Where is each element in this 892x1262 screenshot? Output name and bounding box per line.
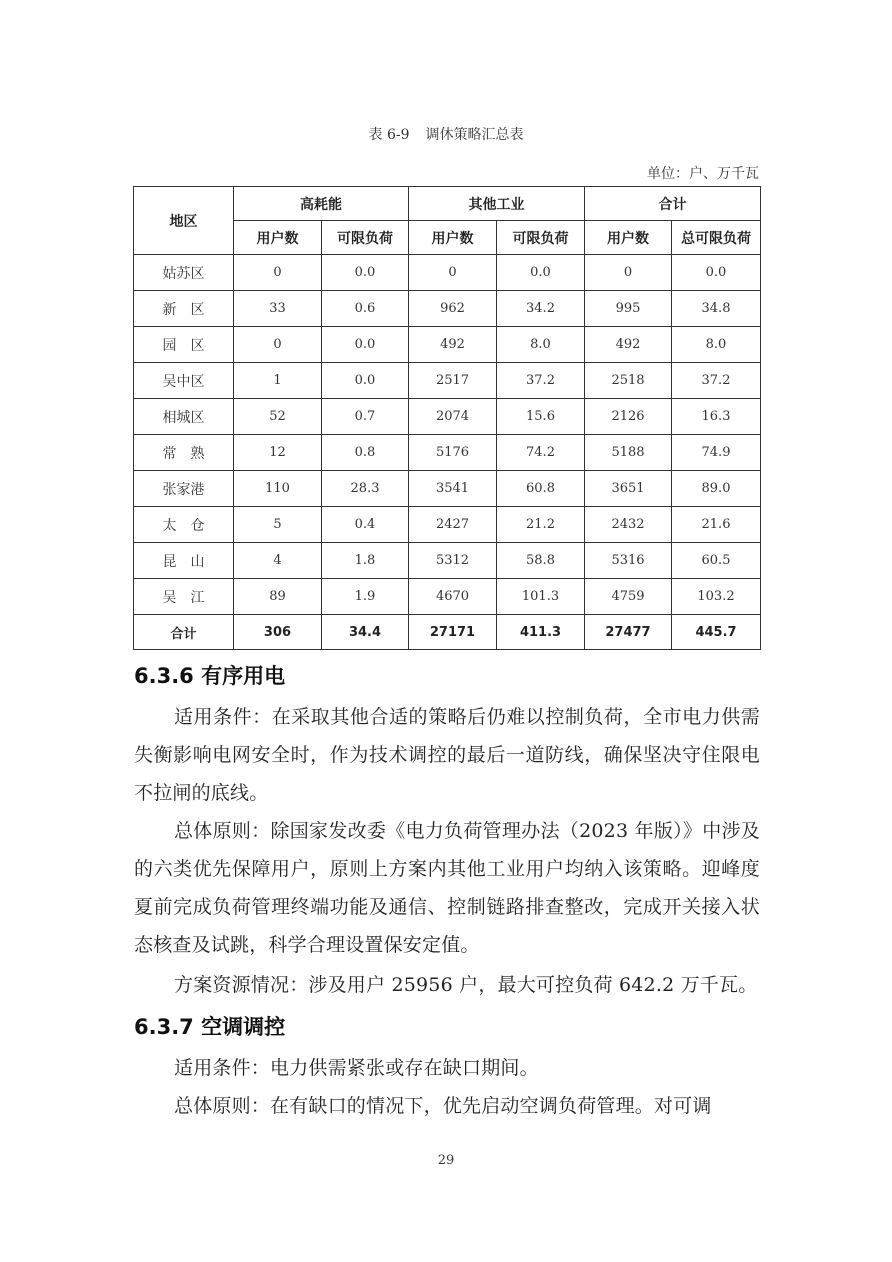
table-row [134,579,761,615]
cell-value: 2432 [585,507,672,543]
table-row [134,471,761,507]
cell-value: 0.7 [322,399,409,435]
cell-region: 姑苏区 [134,255,234,291]
cell-value: 0 [409,255,497,291]
cell-region: 常 熟 [134,435,234,471]
table-row [134,435,761,471]
summary-table [133,186,761,650]
header-sub: 用户数 [585,221,672,255]
table-row [134,507,761,543]
cell-value: 445.7 [672,615,761,650]
cell-value: 28.3 [322,471,409,507]
cell-value: 60.8 [497,471,585,507]
header-sub: 用户数 [234,221,322,255]
table-row [134,327,761,363]
table-row [134,363,761,399]
header-sub: 总可限负荷 [672,221,761,255]
paragraph: 方案资源情况：涉及用户 25956 户，最大可控负荷 642.2 万千瓦。 [174,974,758,996]
cell-value: 5316 [585,543,672,579]
cell-value: 21.6 [672,507,761,543]
cell-value: 0.0 [322,255,409,291]
cell-value: 1.8 [322,543,409,579]
cell-region: 新 区 [134,291,234,327]
cell-value: 21.2 [497,507,585,543]
cell-value: 27477 [585,615,672,650]
cell-value: 58.8 [497,543,585,579]
cell-value: 8.0 [672,327,761,363]
cell-value: 8.0 [497,327,585,363]
cell-value: 0 [585,255,672,291]
cell-value: 995 [585,291,672,327]
cell-region: 太 仓 [134,507,234,543]
table-total-row [134,615,761,650]
cell-value: 5176 [409,435,497,471]
cell-value: 5 [234,507,322,543]
cell-value: 37.2 [497,363,585,399]
cell-value: 962 [409,291,497,327]
cell-value: 33 [234,291,322,327]
cell-value: 12 [234,435,322,471]
paragraph: 适用条件：在采取其他合适的策略后仍难以控制负荷，全市电力供需失衡影响电网安全时，作为技术调控的最后一道防线，确保坚决守住限电不拉闸的底线。 [134,706,760,804]
cell-value: 34.2 [497,291,585,327]
page-number: 29 [437,1153,455,1168]
cell-value: 2517 [409,363,497,399]
cell-value: 0.8 [322,435,409,471]
section-heading: 6.3.7 空调调控 [134,1015,286,1039]
cell-value: 89 [234,579,322,615]
cell-value: 15.6 [497,399,585,435]
table-header-row [134,187,761,221]
cell-value: 0.4 [322,507,409,543]
table-row [134,255,761,291]
cell-value: 0.0 [322,327,409,363]
table-caption-number: 表 6-9 [368,127,410,143]
section-heading: 6.3.6 有序用电 [134,664,286,688]
header-sub: 可限负荷 [497,221,585,255]
cell-region: 张家港 [134,471,234,507]
cell-value: 27171 [409,615,497,650]
cell-value: 4759 [585,579,672,615]
cell-value: 306 [234,615,322,650]
cell-region: 吴 江 [134,579,234,615]
header-region: 地区 [134,187,234,255]
header-sub: 可限负荷 [322,221,409,255]
cell-value: 34.8 [672,291,761,327]
cell-region: 合计 [134,615,234,650]
cell-value: 2126 [585,399,672,435]
table-unit: 单位：户、万千瓦 [647,166,759,182]
cell-value: 411.3 [497,615,585,650]
table-caption [0,124,892,144]
cell-value: 34.4 [322,615,409,650]
table-row [134,291,761,327]
cell-region: 吴中区 [134,363,234,399]
cell-value: 5312 [409,543,497,579]
cell-value: 0.0 [497,255,585,291]
cell-value: 74.2 [497,435,585,471]
cell-value: 0 [234,327,322,363]
header-group-total: 合计 [585,187,761,221]
cell-value: 52 [234,399,322,435]
table-row [134,399,761,435]
cell-region: 园 区 [134,327,234,363]
header-sub: 用户数 [409,221,497,255]
cell-value: 2074 [409,399,497,435]
cell-value: 0.6 [322,291,409,327]
table-row [134,543,761,579]
cell-value: 1.9 [322,579,409,615]
paragraph: 总体原则：除国家发改委《电力负荷管理办法（2023 年版）》中涉及的六类优先保障用户，原则上方案内其他工业用户均纳入该策略。迎峰度夏前完成负荷管理终端功能及通信、控制链路排查整改，完成开关接入状态核查及试跳，科学合理设置保安定值。 [134,820,760,956]
cell-value: 3651 [585,471,672,507]
cell-value: 0.0 [672,255,761,291]
cell-value: 492 [409,327,497,363]
cell-value: 5188 [585,435,672,471]
cell-value: 0 [234,255,322,291]
cell-value: 4670 [409,579,497,615]
table-caption-title: 调休策略汇总表 [425,127,524,143]
cell-region: 相城区 [134,399,234,435]
cell-value: 3541 [409,471,497,507]
cell-value: 2518 [585,363,672,399]
header-group-high-energy: 高耗能 [234,187,409,221]
paragraph: 总体原则：在有缺口的情况下，优先启动空调负荷管理。对可调 [174,1095,712,1117]
cell-value: 1 [234,363,322,399]
cell-value: 110 [234,471,322,507]
cell-region: 昆 山 [134,543,234,579]
cell-value: 103.2 [672,579,761,615]
cell-value: 0.0 [322,363,409,399]
cell-value: 89.0 [672,471,761,507]
cell-value: 37.2 [672,363,761,399]
cell-value: 60.5 [672,543,761,579]
cell-value: 2427 [409,507,497,543]
cell-value: 101.3 [497,579,585,615]
cell-value: 4 [234,543,322,579]
cell-value: 492 [585,327,672,363]
cell-value: 74.9 [672,435,761,471]
paragraph: 适用条件：电力供需紧张或存在缺口期间。 [174,1057,539,1079]
cell-value: 16.3 [672,399,761,435]
header-group-other-industry: 其他工业 [409,187,585,221]
